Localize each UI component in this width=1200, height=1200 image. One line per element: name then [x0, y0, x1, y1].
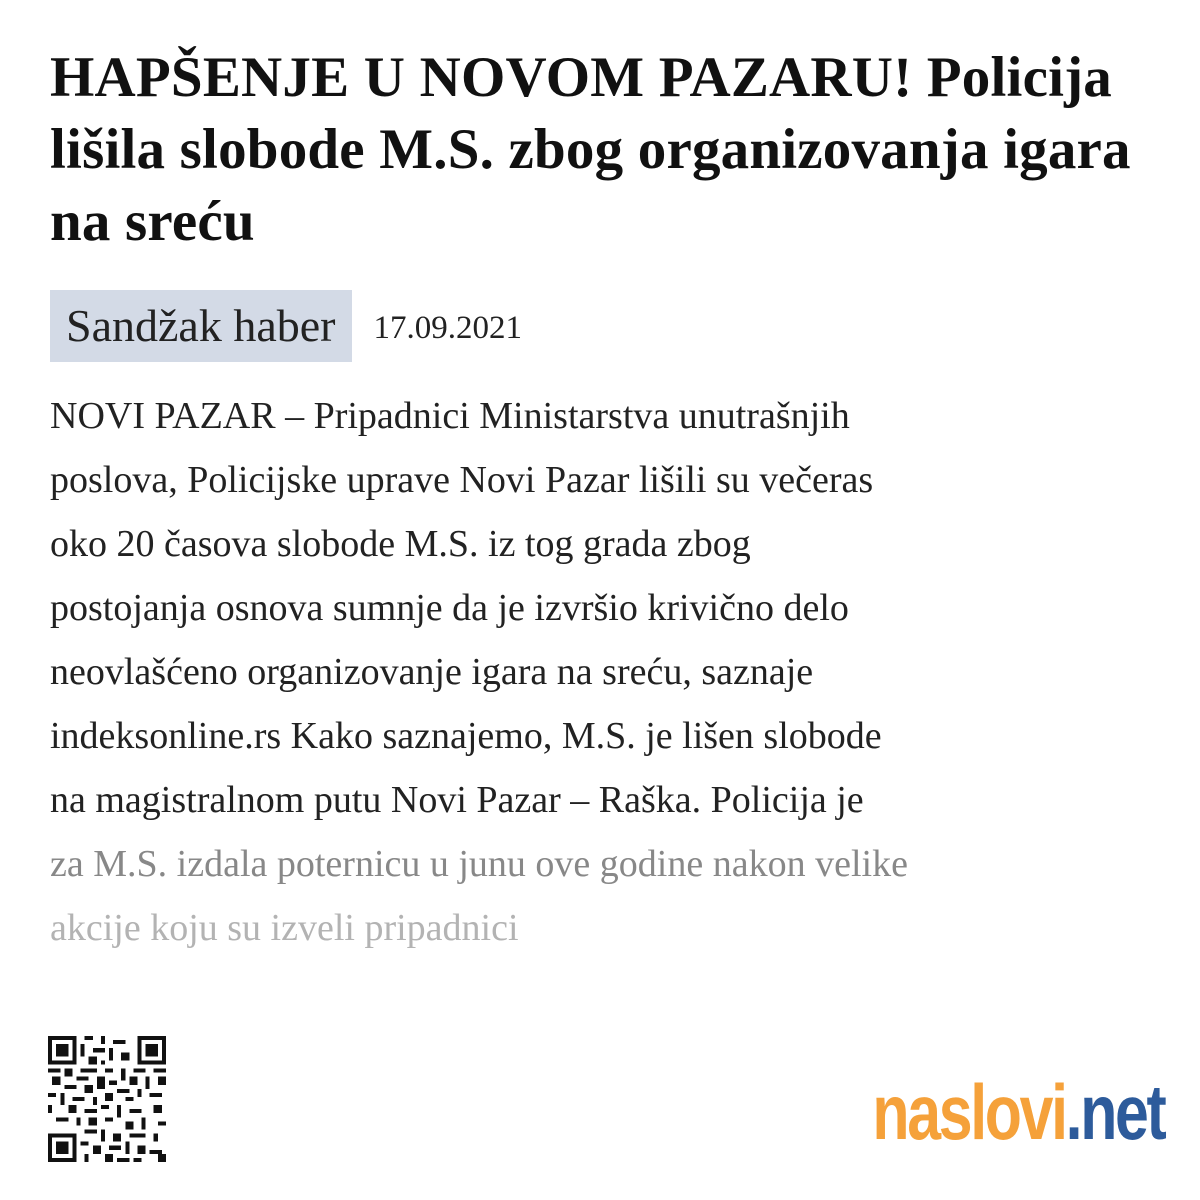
body-line: oko 20 časova slobode M.S. iz tog grada zbog [50, 523, 751, 565]
body-line-faded: akcije koju su izveli pripadnici [50, 907, 519, 949]
article-body [50, 384, 1160, 960]
source-badge[interactable]: Sandžak haber [50, 290, 352, 362]
logo-primary-text: naslovi [871, 1068, 1066, 1156]
body-line-faded: za M.S. izdala poternicu u junu ove godine nakon velike [50, 843, 908, 885]
article-meta [50, 290, 522, 362]
qr-code-icon[interactable] [48, 1036, 166, 1162]
body-line: neovlašćeno organizovanje igara na sreću, saznaje [50, 651, 814, 693]
body-line: NOVI PAZAR – Pripadnici Ministarstva unutrašnjih [50, 395, 850, 437]
body-line: poslova, Policijske uprave Novi Pazar lišili su večeras [50, 459, 874, 501]
body-line: postojanja osnova sumnje da je izvršio krivično delo [50, 587, 849, 629]
logo-secondary-text: .net [1065, 1068, 1164, 1156]
article-headline: HAPŠENJE U NOVOM PAZARU! Policija lišila slobode M.S. zbog organizovanja igara na sreću [50, 46, 1131, 253]
body-line: indeksonline.rs Kako saznajemo, M.S. je lišen slobode [50, 715, 882, 757]
article-date: 17.09.2021 [373, 310, 522, 346]
body-line: na magistralnom putu Novi Pazar – Raška. Policija je [50, 779, 864, 821]
naslovi-logo[interactable] [872, 1062, 1164, 1162]
